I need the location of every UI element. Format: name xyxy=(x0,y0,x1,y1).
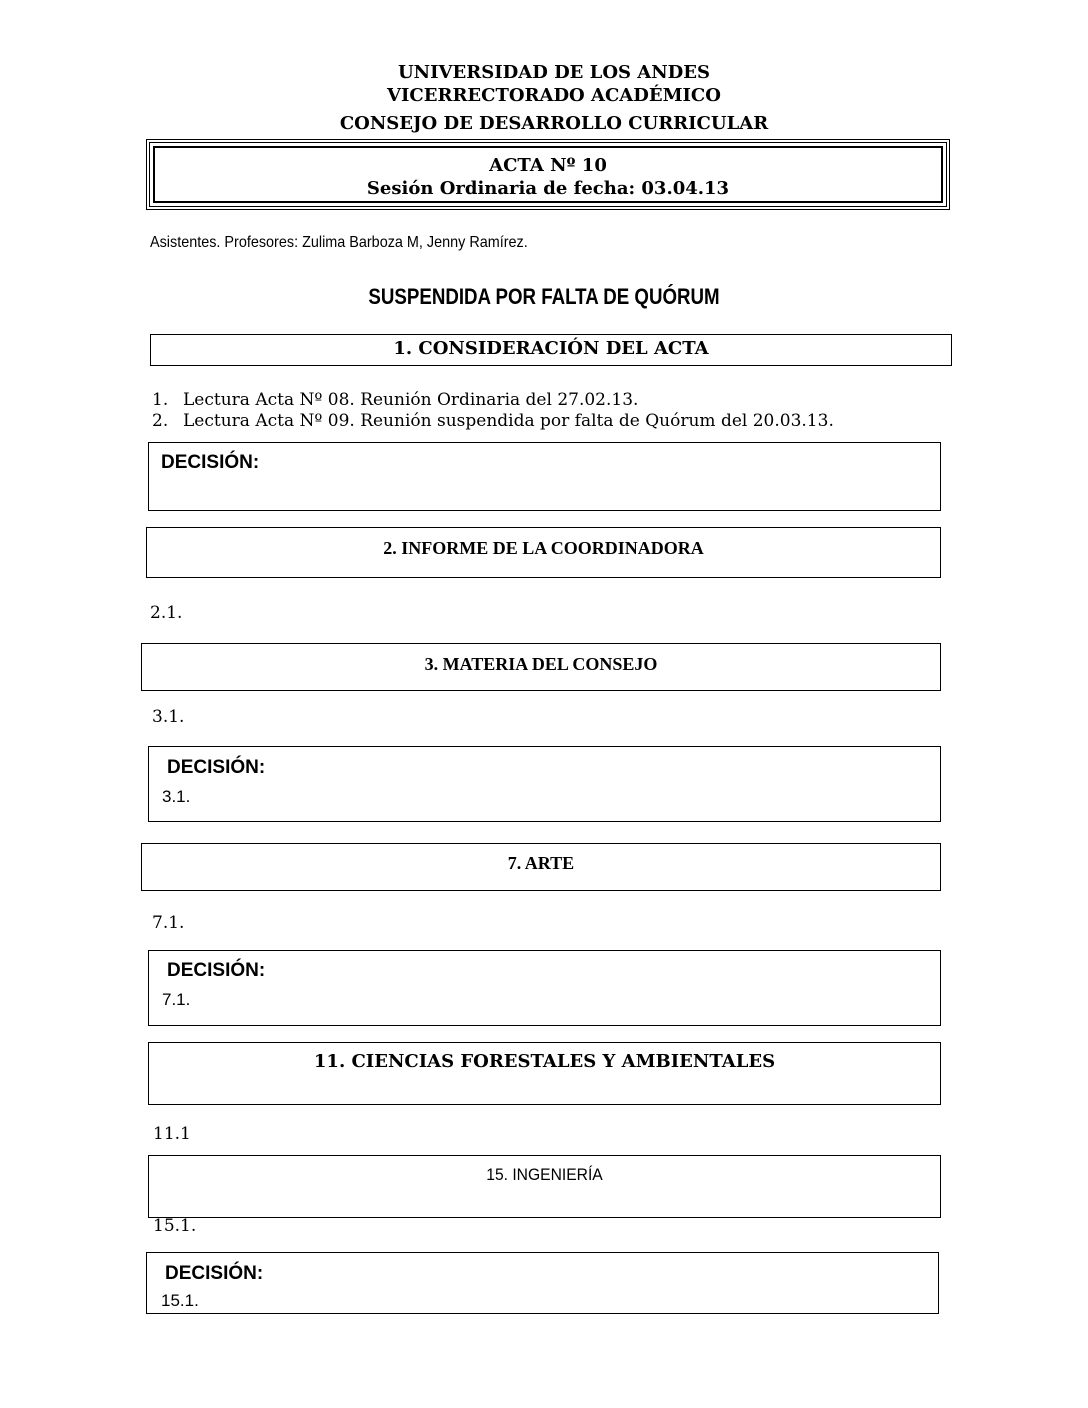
acta-box xyxy=(146,139,950,210)
list-item xyxy=(152,390,639,410)
session-date: Sesión Ordinaria de fecha: 03.04.13 xyxy=(366,178,730,199)
section-3-title: 3. MATERIA DEL CONSEJO xyxy=(424,654,658,674)
decision-label: DECISIÓN: xyxy=(165,1263,264,1284)
section-1-title: 1. CONSIDERACIÓN DEL ACTA xyxy=(393,338,709,359)
item-number: 2. xyxy=(152,411,169,431)
section-11-header xyxy=(148,1042,941,1105)
decision-label: DECISIÓN: xyxy=(167,960,266,981)
section-15-item: 15.1. xyxy=(153,1216,197,1236)
section-15-title: 15. INGENIERÍA xyxy=(486,1165,603,1184)
decision-item: 3.1. xyxy=(162,787,191,806)
section-15-header xyxy=(148,1155,941,1218)
decision-item: 15.1. xyxy=(161,1291,199,1310)
item-number: 1. xyxy=(152,390,169,410)
section-7-title: 7. ARTE xyxy=(507,853,575,873)
consejo-title: CONSEJO DE DESARROLLO CURRICULAR xyxy=(339,113,769,134)
item-text: Lectura Acta Nº 09. Reunión suspendida por falta de Quórum del 20.03.13. xyxy=(183,411,834,431)
section-1-header xyxy=(150,334,952,366)
decision-box xyxy=(148,950,941,1026)
section-11-title: 11. CIENCIAS FORESTALES Y AMBIENTALES xyxy=(313,1051,776,1072)
decision-label: DECISIÓN: xyxy=(161,452,260,473)
list-item xyxy=(152,411,834,431)
decision-box xyxy=(146,1252,939,1314)
section-7-header xyxy=(141,843,941,891)
attendees-line: Asistentes. Profesores: Zulima Barboza M, Jenny Ramírez. xyxy=(150,234,528,251)
status-heading: SUSPENDIDA POR FALTA DE QUÓRUM xyxy=(368,284,720,309)
vicerrectorado-title: VICERRECTORADO ACADÉMICO xyxy=(387,85,721,106)
section-2-item: 2.1. xyxy=(150,603,183,623)
decision-box xyxy=(148,746,941,822)
section-2-header xyxy=(146,527,941,578)
section-2-title: 2. INFORME DE LA COORDINADORA xyxy=(383,538,704,558)
item-text: Lectura Acta Nº 08. Reunión Ordinaria del 27.02.13. xyxy=(183,390,639,410)
section-3-item: 3.1. xyxy=(152,707,185,727)
decision-box xyxy=(148,442,941,511)
section-7-item: 7.1. xyxy=(152,913,185,933)
section-3-header xyxy=(141,643,941,691)
decision-item: 7.1. xyxy=(162,990,191,1009)
university-title: UNIVERSIDAD DE LOS ANDES xyxy=(397,62,711,83)
acta-number: ACTA Nº 10 xyxy=(489,155,607,176)
section-11-item: 11.1 xyxy=(153,1124,191,1144)
decision-label: DECISIÓN: xyxy=(167,757,266,778)
